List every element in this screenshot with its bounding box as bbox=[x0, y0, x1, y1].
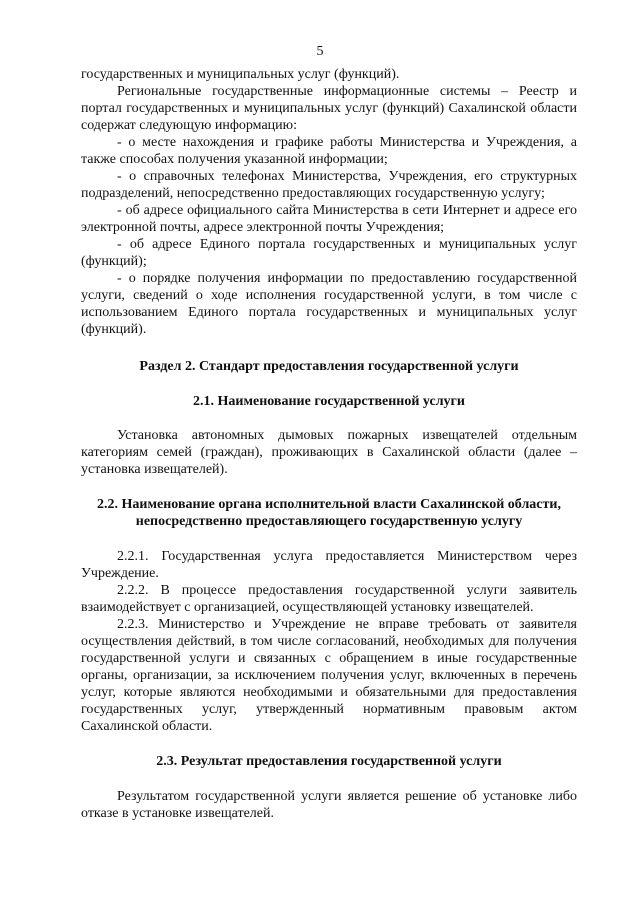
clause-2-2-1: 2.2.1. Государственная услуга предоставляется Министерством через Учреждение. bbox=[81, 549, 577, 581]
list-item-procedure: - о порядке получения информации по предоставлению государственной услуги, сведений о ходе исполнения государственной услуги, в том числе с использованием Единого портала государственных и муниципальных услуг (функций). bbox=[81, 271, 577, 337]
list-item-location: - о месте нахождения и графике работы Министерства и Учреждения, а также способах получения указанной информации; bbox=[81, 135, 577, 167]
list-item-website: - об адресе официального сайта Министерства в сети Интернет и адресе его электронной почты, адресе электронной почты Учреждения; bbox=[81, 203, 577, 235]
clause-2-2-3: 2.2.3. Министерство и Учреждение не вправе требовать от заявителя осуществления действий, в том числе согласований, необходимых для получения государственной услуги и связанных с обращением в иные государственные органы, организации, за исключением получения услуг, включенных в перечень услуг, которые являются необходимыми и обязательными для предоставления государственных услуг, утвержденный нормативным правовым актом Сахалинской области. bbox=[81, 617, 577, 734]
subsection-2-3-heading: 2.3. Результат предоставления государственной услуги bbox=[156, 754, 502, 769]
paragraph-info-systems: Региональные государственные информационные системы – Реестр и портал государственных и муниципальных услуг (функций) Сахалинской области содержат следующую информацию: bbox=[81, 84, 577, 133]
paragraph-continuation: государственных и муниципальных услуг (функций). bbox=[81, 67, 400, 82]
subsection-2-3-text: Результатом государственной услуги является решение об установке либо отказе в установке извещателей. bbox=[81, 789, 577, 821]
document-body bbox=[81, 66, 577, 822]
subsection-2-1-heading: 2.1. Наименование государственной услуги bbox=[193, 394, 465, 409]
clause-2-2-2: 2.2.2. В процессе предоставления государственной услуги заявитель взаимодействует с организацией, осуществляющей установку извещателей. bbox=[81, 583, 577, 615]
section-2-heading: Раздел 2. Стандарт предоставления государственной услуги bbox=[139, 359, 519, 374]
list-item-phones: - о справочных телефонах Министерства, Учреждения, его структурных подразделений, непосредственно предоставляющих государственную услугу; bbox=[81, 169, 577, 201]
list-item-portal: - об адресе Единого портала государственных и муниципальных услуг (функций); bbox=[81, 237, 577, 269]
subsection-2-1-text: Установка автономных дымовых пожарных извещателей отдельным категориям семей (граждан), проживающих в Сахалинской области (далее – установка извещателей). bbox=[81, 428, 577, 477]
page-number: 5 bbox=[316, 44, 324, 59]
subsection-2-2-heading: 2.2. Наименование органа исполнительной власти Сахалинской области, непосредственно предоставляющего государственную услугу bbox=[97, 497, 561, 529]
